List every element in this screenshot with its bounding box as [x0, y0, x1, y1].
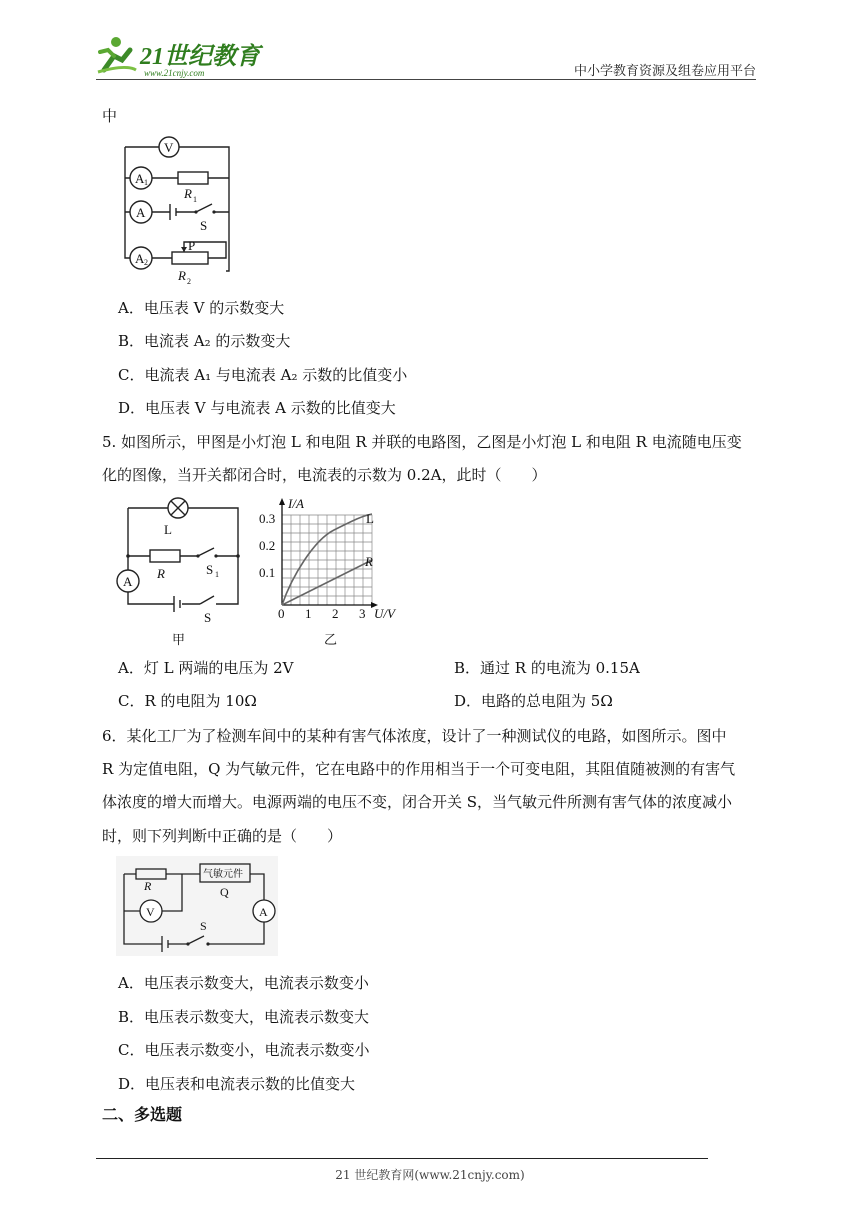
q6-option-a: A．电压表示数变大，电流表示数变小 [118, 974, 369, 992]
q5-s1-sub: 1 [215, 570, 219, 579]
q4-option-b: B．电流表 A₂ 的示数变大 [118, 332, 291, 350]
y-axis-label: I/A [288, 496, 304, 511]
q5-s1-label: S [206, 562, 214, 577]
q5-stem-line1: 5. 如图所示，甲图是小灯泡 L 和电阻 R 并联的电路图，乙图是小灯泡 L 和电阻 R 电流随电压变 [102, 433, 742, 451]
q5-lamp-label: L [164, 522, 172, 537]
q5-circuit-diagram [112, 494, 244, 650]
curve-l-label: L [366, 511, 374, 526]
platform-name: 中小学教育资源及组卷应用平台 [573, 64, 756, 79]
header-divider [96, 79, 756, 80]
q4-r2-sub: 2 [187, 277, 191, 286]
q4-a2-sub: 2 [144, 258, 148, 267]
q6-q-label: Q [220, 885, 229, 899]
q4-r1-label: R [184, 186, 192, 201]
q5-option-a: A．灯 L 两端的电压为 2V [118, 659, 294, 677]
y-tick-0-2: 0.2 [259, 538, 276, 553]
x-tick-0: 0 [278, 606, 285, 621]
q6-sensor-label: 气敏元件 [203, 869, 243, 880]
footer-divider [96, 1158, 708, 1159]
q5-circuit-caption: 甲 [172, 632, 186, 647]
y-tick-0-3: 0.3 [259, 511, 276, 526]
q6-circuit-diagram [116, 856, 278, 956]
q6-stem-line3: 体浓度的增大而增大。电源两端的电压不变，闭合开关 S，当气敏元件所测有害气体的浓度减小 [102, 793, 733, 811]
q5-option-c: C．R 的电阻为 10Ω [118, 692, 257, 710]
section-heading-multi-choice: 二、多选题 [102, 1105, 183, 1124]
q5-ammeter-label: A [123, 574, 133, 589]
q4-voltmeter-label: V [164, 140, 174, 155]
logo-url: www.21cnjy.com [144, 68, 205, 78]
x-axis-label: U/V [374, 606, 395, 621]
q4-a1-sub: 1 [144, 178, 148, 187]
q6-stem-line2: R 为定值电阻，Q 为气敏元件，它在电路中的作用相当于一个可变电阻，其阻值随被测的有害气 [102, 760, 736, 778]
curve-r-label: R [365, 554, 373, 569]
q4-option-c: C．电流表 A₁ 与电流表 A₂ 示数的比值变小 [118, 366, 408, 384]
site-logo [96, 34, 266, 80]
q6-option-c: C．电压表示数变小，电流表示数变小 [118, 1041, 370, 1059]
q5-switch-label: S [204, 610, 212, 625]
y-tick-0-1: 0.1 [259, 565, 276, 580]
footer-text: 21 世纪教育网(www.21cnjy.com) [335, 1168, 525, 1182]
q4-r2-label: R [178, 268, 186, 283]
q6-stem-line1: 6．某化工厂为了检测车间中的某种有害气体浓度，设计了一种测试仪的电路，如图所示。图中 [102, 727, 727, 745]
q4-lead-text: 中 [102, 107, 118, 125]
q5-stem-line2: 化的图像，当开关都闭合时，电流表的示数为 0.2A，此时（ ） [102, 466, 547, 484]
q6-ammeter-label: A [259, 905, 268, 919]
q6-switch-label: S [200, 919, 207, 933]
q4-option-d: D．电压表 V 与电流表 A 示数的比值变大 [118, 399, 396, 417]
q5-option-b: B．通过 R 的电流为 0.15A [454, 659, 640, 677]
q6-stem-line4: 时，则下列判断中正确的是（ ） [102, 827, 343, 845]
logo-runner-icon [96, 34, 266, 80]
q6-option-b: B．电压表示数变大，电流表示数变大 [118, 1008, 370, 1026]
logo-text: 21世纪教育 [140, 44, 260, 70]
q4-option-a: A．电压表 V 的示数变大 [118, 299, 285, 317]
x-tick-3: 3 [359, 606, 366, 621]
q6-option-d: D．电压表和电流表示数的比值变大 [118, 1075, 356, 1093]
q4-a2-label: A [135, 251, 145, 266]
y-axis-arrow-icon [279, 498, 285, 505]
x-tick-2: 2 [332, 606, 339, 621]
q5-graph-caption: 乙 [324, 632, 338, 647]
q4-circuit-diagram [118, 134, 238, 290]
q4-switch-label: S [200, 218, 208, 233]
x-tick-1: 1 [305, 606, 312, 621]
q5-resistor-label: R [157, 566, 165, 581]
q6-resistor-label: R [144, 879, 152, 893]
q4-a1-label: A [135, 171, 145, 186]
q5-option-d: D．电路的总电阻为 5Ω [454, 692, 613, 710]
q4-slider-label: P [188, 238, 196, 253]
q6-voltmeter-label: V [146, 905, 155, 919]
q5-iu-graph [254, 494, 414, 650]
q4-ammeter-label: A [136, 205, 146, 220]
q4-r1-sub: 1 [193, 195, 197, 204]
